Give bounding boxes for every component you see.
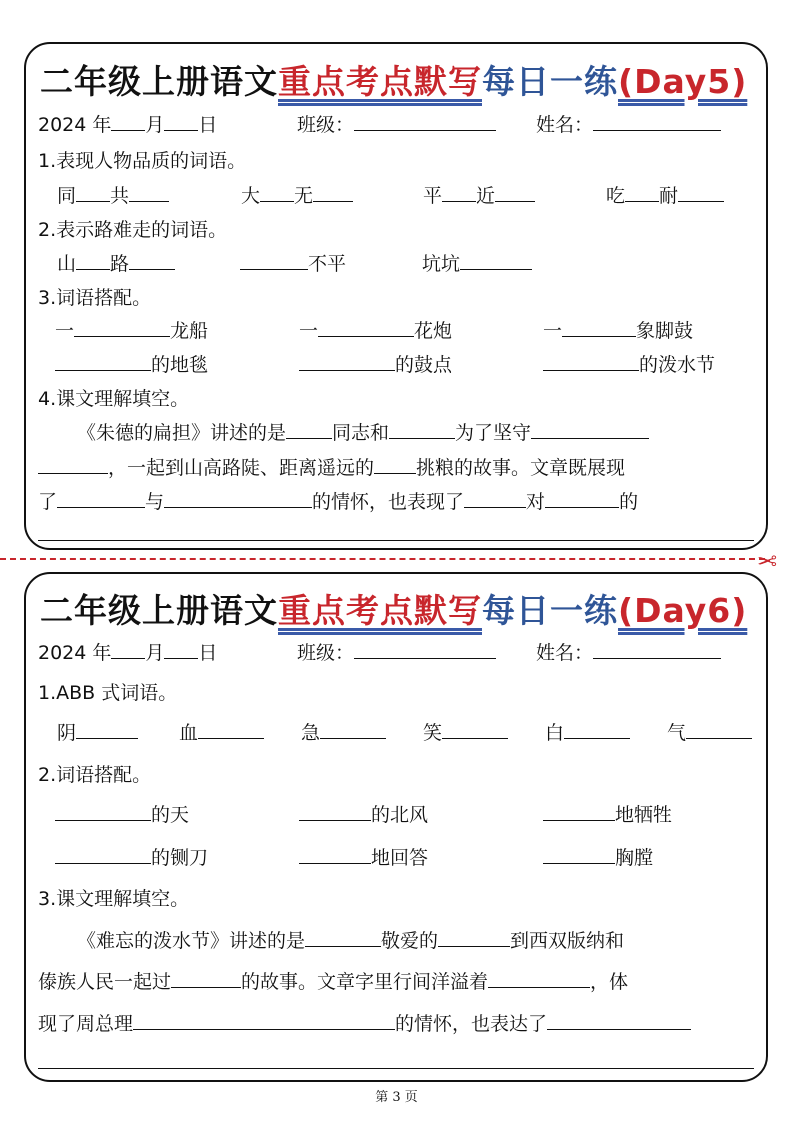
q3-heading: 3.词语搭配。 <box>38 287 152 309</box>
q3-line <box>77 926 624 953</box>
q2-blank[interactable] <box>543 802 615 821</box>
q2-word: 不平 <box>308 253 347 275</box>
answer-line[interactable] <box>38 540 754 541</box>
q1-char: 白 <box>545 722 565 744</box>
q2-item <box>55 800 189 827</box>
month-label: 月 <box>145 642 165 664</box>
month-label: 月 <box>145 114 165 136</box>
q3-line <box>38 1009 691 1036</box>
title-part-keypoints: 重点考点默写 <box>278 62 482 101</box>
name-label: 姓名： <box>536 642 594 664</box>
q4-text: 了 <box>38 491 58 513</box>
q2-item <box>299 800 428 827</box>
q1-row <box>241 181 353 208</box>
q1-row <box>606 181 724 208</box>
q1-char: 共 <box>110 185 130 207</box>
q3-word: 的鼓点 <box>395 354 453 376</box>
q3-blank[interactable] <box>438 928 510 947</box>
q3-text: 现了周总理 <box>38 1013 134 1035</box>
q2-word: 路 <box>110 253 130 275</box>
q4-text: 对 <box>526 491 546 513</box>
q2-blank[interactable] <box>299 845 371 864</box>
title-part-grade: 二年级上册语文 <box>40 591 278 630</box>
class-label: 班级： <box>297 114 355 136</box>
q3-line <box>38 967 628 994</box>
q3-text: 敬爱的 <box>381 930 439 952</box>
day-blank[interactable] <box>164 640 198 659</box>
title-part-grade: 二年级上册语文 <box>40 62 278 101</box>
q1-item <box>179 718 264 745</box>
q2-heading: 2.词语搭配。 <box>38 764 152 786</box>
q1-row <box>57 181 169 208</box>
q1-char: 气 <box>667 722 687 744</box>
q1-blank[interactable] <box>686 720 752 739</box>
q2-row <box>422 249 532 276</box>
class-label: 班级： <box>297 642 355 664</box>
q2-blank[interactable] <box>299 802 371 821</box>
q3-item <box>55 350 208 377</box>
q3-blank[interactable] <box>299 352 395 371</box>
q4-text: 同志和 <box>332 422 390 444</box>
q3-word: 一 <box>299 320 319 342</box>
q4-text: 的情怀，也表现了 <box>312 491 465 513</box>
date-line <box>38 638 217 665</box>
q1-blank[interactable] <box>76 720 138 739</box>
q4-text: 与 <box>145 491 165 513</box>
q2-word: 的天 <box>151 804 190 826</box>
month-blank[interactable] <box>111 640 145 659</box>
q4-blank[interactable] <box>164 489 312 508</box>
q3-blank[interactable] <box>562 318 636 337</box>
q2-word: 的北风 <box>371 804 429 826</box>
q1-heading: 1.表现人物品质的词语。 <box>38 150 247 172</box>
q2-word: 胸膛 <box>615 847 654 869</box>
q2-heading: 2.表示路难走的词语。 <box>38 219 228 241</box>
title-part-daily: 每日一练 <box>482 591 618 630</box>
q1-blank[interactable] <box>625 183 659 202</box>
q3-word: 一 <box>543 320 563 342</box>
q1-blank[interactable] <box>260 183 294 202</box>
title-part-daily: 每日一练 <box>482 62 618 101</box>
q1-char: 阴 <box>57 722 77 744</box>
q4-text: 挑粮的故事。文章既展现 <box>416 457 626 479</box>
q2-row <box>57 249 175 276</box>
q2-word: 地牺牲 <box>615 804 673 826</box>
q4-blank[interactable] <box>374 455 416 474</box>
q1-char: 近 <box>476 185 496 207</box>
q3-item <box>299 316 452 343</box>
q3-blank[interactable] <box>55 352 151 371</box>
q3-blank[interactable] <box>133 1011 395 1030</box>
q1-char: 同 <box>57 185 77 207</box>
q3-blank[interactable] <box>305 928 381 947</box>
q1-blank[interactable] <box>442 183 476 202</box>
q2-row <box>240 249 346 276</box>
q2-item <box>543 800 672 827</box>
name-blank[interactable] <box>593 112 721 131</box>
name-field <box>536 110 721 137</box>
q4-line <box>77 418 649 445</box>
date-line <box>38 110 217 137</box>
q3-item <box>543 316 693 343</box>
q1-blank[interactable] <box>442 720 508 739</box>
title-part-day: (Day5) <box>618 62 748 101</box>
q4-blank[interactable] <box>389 420 455 439</box>
q2-word: 的铡刀 <box>151 847 209 869</box>
q4-blank[interactable] <box>286 420 332 439</box>
q1-char: 吃 <box>606 185 626 207</box>
q2-word: 山 <box>57 253 77 275</box>
q1-item <box>57 718 138 745</box>
q4-heading: 4.课文理解填空。 <box>38 388 190 410</box>
q1-char: 急 <box>301 722 321 744</box>
q3-heading: 3.课文理解填空。 <box>38 888 190 910</box>
q3-word: 的泼水节 <box>639 354 716 376</box>
q1-char: 大 <box>241 185 261 207</box>
q3-item <box>55 316 208 343</box>
q3-item <box>543 350 715 377</box>
answer-line[interactable] <box>38 1068 754 1069</box>
scissors-icon: ✂ <box>757 546 778 574</box>
name-blank[interactable] <box>593 640 721 659</box>
class-field <box>297 110 496 137</box>
q3-text: 傣族人民一起过 <box>38 971 172 993</box>
q3-item <box>299 350 452 377</box>
name-label: 姓名： <box>536 114 594 136</box>
q1-char: 耐 <box>659 185 679 207</box>
class-blank[interactable] <box>354 112 496 131</box>
q1-item <box>301 718 386 745</box>
worksheet1-title <box>40 56 747 103</box>
class-blank[interactable] <box>354 640 496 659</box>
q1-char: 笑 <box>423 722 443 744</box>
q1-char: 血 <box>179 722 199 744</box>
q3-text: 的故事。文章字里行间洋溢着 <box>241 971 489 993</box>
q4-text: 的 <box>619 491 639 513</box>
q1-blank[interactable] <box>198 720 264 739</box>
q3-text: 到西双版纳和 <box>510 930 625 952</box>
q4-text: ，一起到山高路陡、距离遥远的 <box>108 457 375 479</box>
q1-char: 平 <box>423 185 443 207</box>
q4-blank[interactable] <box>38 455 108 474</box>
class-field <box>297 638 496 665</box>
q3-word: 的地毯 <box>151 354 209 376</box>
day-blank[interactable] <box>164 112 198 131</box>
q2-item <box>543 843 653 870</box>
q3-blank[interactable] <box>74 318 170 337</box>
cut-line <box>0 558 765 560</box>
q3-word: 一 <box>55 320 75 342</box>
q2-blank[interactable] <box>543 845 615 864</box>
day-label: 日 <box>198 642 218 664</box>
q4-blank[interactable] <box>545 489 619 508</box>
q4-blank[interactable] <box>531 420 649 439</box>
worksheet2-title <box>40 585 747 632</box>
q2-blank[interactable] <box>76 251 110 270</box>
q3-blank[interactable] <box>488 969 590 988</box>
q1-item <box>423 718 508 745</box>
q3-word: 龙船 <box>170 320 209 342</box>
q4-line <box>38 487 638 514</box>
q2-item <box>299 843 428 870</box>
q3-blank[interactable] <box>547 1011 691 1030</box>
day-label: 日 <box>198 114 218 136</box>
q1-blank[interactable] <box>313 183 353 202</box>
q2-blank[interactable] <box>129 251 175 270</box>
title-part-day: (Day6) <box>618 591 748 630</box>
q2-word: 地回答 <box>371 847 429 869</box>
q4-text: 《朱德的扁担》讲述的是 <box>77 422 287 444</box>
name-field <box>536 638 721 665</box>
q3-word: 象脚鼓 <box>636 320 694 342</box>
q1-row <box>423 181 535 208</box>
q3-text: ，体 <box>590 971 629 993</box>
year-label: 2024 年 <box>38 114 112 136</box>
q3-text: 的情怀，也表达了 <box>395 1013 548 1035</box>
q3-word: 花炮 <box>414 320 453 342</box>
q4-line <box>38 453 625 480</box>
q2-blank[interactable] <box>240 251 308 270</box>
title-part-keypoints: 重点考点默写 <box>278 591 482 630</box>
q1-blank[interactable] <box>320 720 386 739</box>
q1-blank[interactable] <box>564 720 630 739</box>
q2-item <box>55 843 208 870</box>
q4-blank[interactable] <box>464 489 526 508</box>
q1-blank[interactable] <box>129 183 169 202</box>
q1-heading: 1.ABB 式词语。 <box>38 682 178 704</box>
q1-blank[interactable] <box>495 183 535 202</box>
q1-blank[interactable] <box>678 183 724 202</box>
q1-item <box>667 718 752 745</box>
q1-item <box>545 718 630 745</box>
year-label: 2024 年 <box>38 642 112 664</box>
q1-blank[interactable] <box>76 183 110 202</box>
q3-text: 《难忘的泼水节》讲述的是 <box>77 930 306 952</box>
q3-blank[interactable] <box>543 352 639 371</box>
q4-text: 为了坚守 <box>455 422 532 444</box>
q3-blank[interactable] <box>318 318 414 337</box>
month-blank[interactable] <box>111 112 145 131</box>
q2-blank[interactable] <box>55 845 151 864</box>
q2-blank[interactable] <box>460 251 532 270</box>
q3-blank[interactable] <box>171 969 241 988</box>
q2-blank[interactable] <box>55 802 151 821</box>
q4-blank[interactable] <box>57 489 145 508</box>
q1-char: 无 <box>294 185 314 207</box>
page-number: 第 3 页 <box>375 1090 418 1105</box>
q2-word: 坑坑 <box>422 253 461 275</box>
